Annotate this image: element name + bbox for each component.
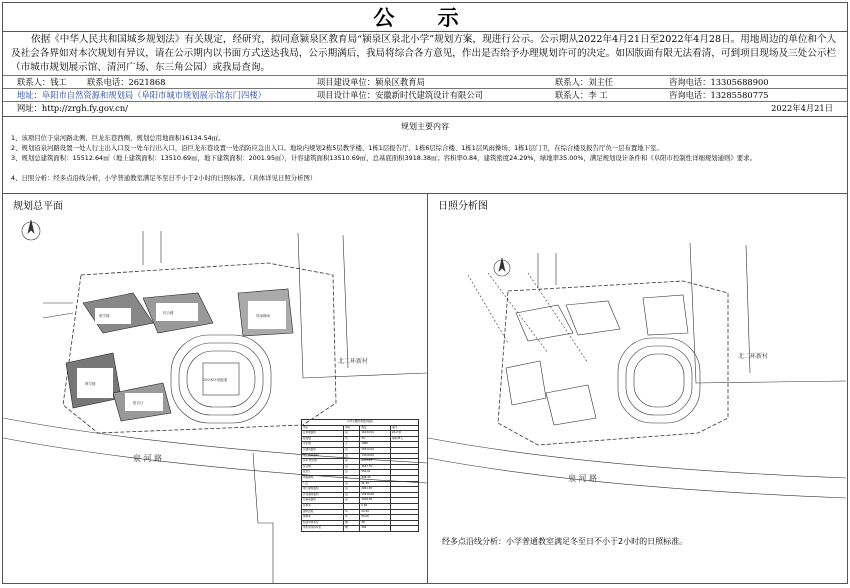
table-cell: 13510.69 <box>360 453 391 459</box>
contact-person-2: 联系人：刘主任 <box>555 77 614 87</box>
table-cell: 24.29 <box>360 509 391 515</box>
table-title: 小学主要技术经济指标 <box>302 420 419 426</box>
table-cell: 辆 <box>344 520 360 526</box>
table-cell: ㎡ <box>344 447 360 453</box>
table-cell: 班级数 <box>302 436 344 442</box>
site-plan-title: 规划总平面 <box>13 201 63 212</box>
table-cell: 15512.64 <box>360 447 391 453</box>
table-cell: 单位 <box>344 425 360 431</box>
table-cell: 2001.95 <box>360 487 391 493</box>
table-cell: ㎡ <box>344 487 360 493</box>
notice-board <box>2 2 848 584</box>
contact-phone: 联系电话：2621868 <box>87 77 166 87</box>
table-cell: 项目 <box>302 425 344 431</box>
contact-row-3 <box>3 101 847 115</box>
table-cell: 3647.75 <box>360 464 391 470</box>
sunlight-analysis-title: 日照分析图 <box>438 201 488 212</box>
sunlight-caption: 经多点沿线分析：小学普通教室满足冬至日不小于2小时的日照标准。 <box>442 537 688 546</box>
designer-unit: 项目设计单位：安徽新时代建筑设计有限公司 <box>317 90 483 100</box>
notice-paragraph: 依据《中华人民共和国城乡规划法》有关规定，经研究，拟同意颍泉区教育局“颍泉区泉北小学”规划方案，现进行公示。公示期从2022年4月21日至2022年4月28日。用地周边的单位和个人及社会各界如对本次规划有异议，请在公示期内以书面方式送达我局，公示期满后，我局将综合各方意见，作出是否给予办理规划许可的决定。如因版面有限无法看清，可到项目现场及三处公示栏（市城市规划展示馆、清河广场、东三角公园）或我局查询。 <box>11 34 837 73</box>
table-cell: % <box>344 509 360 515</box>
table-cell: 总建筑面积 <box>302 447 344 453</box>
svg-text:教学楼: 教学楼 <box>85 382 96 386</box>
road-label-east: 北二环新村 <box>738 353 769 360</box>
table-cell: 总用地面积 <box>302 431 344 437</box>
sunlight-analysis-panel <box>428 193 848 583</box>
table-cell: 人 <box>344 442 360 448</box>
planning-requirements <box>3 116 847 194</box>
table-row <box>302 526 419 532</box>
table-cell: ㎡ <box>344 498 360 504</box>
table-cell: 500.02 <box>360 470 391 476</box>
road-label-south: 泉 河 路 <box>133 454 163 463</box>
svg-text:200米环形跑道: 200米环形跑道 <box>203 378 228 382</box>
table-cell: 35.00 <box>360 515 391 521</box>
table-cell: 300 <box>360 526 391 532</box>
table-cell: 计容建筑面积 <box>302 492 344 498</box>
notice-date: 2022年4月21日 <box>771 103 833 113</box>
table-cell: ㎡ <box>344 453 360 459</box>
table-cell: 24.2 亩 <box>390 431 418 437</box>
table-cell: 风雨操场 <box>302 475 344 481</box>
table-cell: ㎡ <box>344 431 360 437</box>
svg-text:报告厅: 报告厅 <box>133 401 144 405</box>
table-cell: 数量 <box>360 425 391 431</box>
table-cell: 13510.69 <box>360 492 391 498</box>
table-cell: 16134.54 <box>360 431 391 437</box>
table-cell: 848.40 <box>360 475 391 481</box>
bureau-address: 地址：阜阳市自然资源和规划局（阜阳市城市规划展示馆东门四楼） <box>17 90 266 100</box>
table-cell: 0.84 <box>360 503 391 509</box>
site-plan-panel <box>3 193 427 583</box>
table-cell: 综合楼 <box>302 464 344 470</box>
table-cell: 3918.38 <box>360 498 391 504</box>
table-cell: 41.29 <box>360 481 391 487</box>
table-cell: 总基底面积 <box>302 498 344 504</box>
contact-person-3: 联系人：李 工 <box>555 90 608 100</box>
requirement-item: 3、规划总建筑面积：15512.64㎡（地上建筑面积：13510.69㎡，地下建筑面积：2001.95㎡），计容建筑面积13510.69㎡，总基底面积3918.38㎡；容积率0.84，建筑密度24.29%，绿地率35.00%，满足规划设计条件和《阜阳市控制性详细规划通则》要求。 <box>11 154 756 162</box>
table-cell: 其中 教学楼 <box>302 459 344 465</box>
table-cell: % <box>344 515 360 521</box>
contact-row-1 <box>3 75 847 89</box>
table-cell: 备注 <box>390 425 418 431</box>
road-label-south: 泉 河 路 <box>568 474 598 483</box>
table-cell: ㎡ <box>344 459 360 465</box>
requirement-item: 4、日照分析：经多点沿线分析，小学普通教室满足冬至日不小于2小时的日照标准。（具体详见日照分析图） <box>11 174 317 182</box>
road-label-east: 北二环新村 <box>338 358 369 365</box>
table-cell: ㎡ <box>344 492 360 498</box>
technical-indicator-table <box>301 419 419 532</box>
table-cell: 每班45人 <box>390 436 418 442</box>
table-cell: 38 <box>360 520 391 526</box>
builder-unit: 项目建设单位：颍泉区教育局 <box>317 77 425 87</box>
table-cell: 24 <box>360 436 391 442</box>
svg-text:综合楼: 综合楼 <box>163 311 174 315</box>
table-cell: 地上建筑面积 <box>302 453 344 459</box>
contact-person: 联系人：钱工 <box>17 77 67 87</box>
table-cell: 地下建筑面积 <box>302 487 344 493</box>
hotline-1: 咨询电话：13305688900 <box>669 77 769 87</box>
notice-title: 公 示 <box>3 5 847 32</box>
table-cell: 门卫 <box>302 481 344 487</box>
table-cell: 建筑密度 <box>302 509 344 515</box>
requirements-heading: 规划主要内容 <box>401 122 449 131</box>
table-cell: 班 <box>344 436 360 442</box>
table-cell: 容积率 <box>302 503 344 509</box>
table-cell: 绿地率 <box>302 515 344 521</box>
table-cell: ㎡ <box>344 464 360 470</box>
table-cell: 非机动车停车位 <box>302 526 344 532</box>
table-cell: 1080 <box>360 442 391 448</box>
table-cell: ㎡ <box>344 481 360 487</box>
table-cell: 学生数 <box>302 442 344 448</box>
table-cell: 报告厅 <box>302 470 344 476</box>
website-link[interactable]: 网址：http://zrgh.fy.gov.cn/ <box>17 103 128 113</box>
table-cell: ㎡ <box>344 475 360 481</box>
contact-row-2 <box>3 88 847 102</box>
svg-text:教学楼: 教学楼 <box>99 314 110 318</box>
table-cell: 辆 <box>344 526 360 532</box>
table-cell: 8473.23 <box>360 459 391 465</box>
requirement-item: 1、该项目位于泉河路北侧、巨龙东巷西侧，规划总用地面积16134.54㎡。 <box>11 134 225 142</box>
table-cell: ㎡ <box>344 470 360 476</box>
table-cell: 机动车停车位 <box>302 520 344 526</box>
svg-text:风雨操场: 风雨操场 <box>256 314 270 318</box>
requirement-item: 2、规划沿泉河路设置一处人行主出入口及一处车行出入口，沿巨龙东巷设置一处消防应急出入口。地块内规划2栋5层教学楼、1栋1层报告厅、1栋6层综合楼、1栋1层风雨操场、1栋1层门卫，在综合楼及报告厅负一层布置地下室。 <box>11 144 663 152</box>
sunlight-analysis-drawing <box>428 193 846 533</box>
hotline-2: 咨询电话：13285580775 <box>669 90 769 100</box>
table-cell <box>390 526 418 532</box>
